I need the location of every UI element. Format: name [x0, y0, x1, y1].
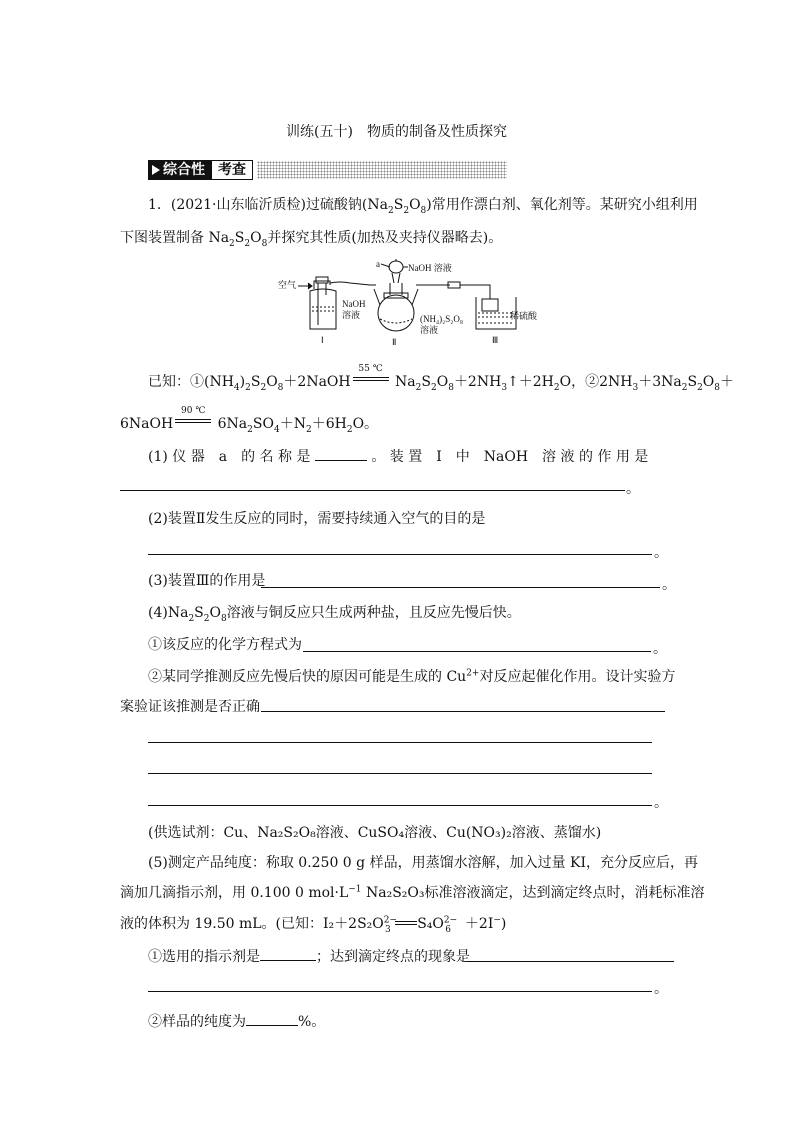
period: 。 — [653, 641, 667, 657]
banner-part1: 综合性 — [148, 160, 211, 180]
banner-part2: 考查 — [211, 160, 253, 180]
three-neck-flask — [378, 295, 414, 331]
answer-line-5-1b[interactable] — [148, 991, 652, 992]
q1-part4: $(4)Na_2S_2O_8$溶液与铜反应只生成两种盐，且反应先慢后快。 — [148, 605, 521, 624]
stopper-1 — [316, 277, 328, 283]
section-banner — [148, 160, 507, 180]
play-icon — [152, 165, 160, 175]
q1-part2: (2)装置Ⅱ发生反应的同时，需要持续通入空气的目的是 — [148, 511, 486, 527]
q1-part3: (3)装置Ⅲ的作用是 — [148, 573, 266, 589]
q1-line2: 下图装置制备 $Na_2S_2O_8$并探究其性质(加热及夹持仪器略去)。 — [120, 230, 503, 249]
label-naoh-top: NaOH 溶液 — [408, 263, 452, 273]
q1-part1-line1: (1) 仪 器 a 的 名 称 是 。 装 置 Ⅰ 中 NaOH 溶 液 的 作 用 是 — [148, 449, 649, 465]
answer-line-4-2c[interactable] — [148, 773, 652, 774]
known-line1: 已知：$①(NH_4)_2S_2O_8+2NaOH$ 55 ℃ $Na_2S_2O_8+2NH_3↑+2H_2O$，$②2NH_3+3Na_2S_2O_8+$ — [148, 364, 735, 393]
blank-5-2[interactable] — [246, 1013, 298, 1026]
label-roman-3: Ⅲ — [492, 335, 499, 345]
reagent-list: (供选试剂：Cu、Na₂S₂O₈溶液、CuSO₄溶液、Cu(NO₃)₂溶液、蒸馏水) — [148, 825, 602, 841]
label-roman-2: Ⅱ — [392, 337, 397, 347]
condition-2: 90 ℃ — [173, 414, 213, 428]
period: 。 — [662, 577, 676, 593]
equation-sign — [395, 919, 417, 929]
answer-line-4-2d[interactable] — [148, 805, 652, 806]
answer-line-3[interactable] — [261, 587, 660, 588]
label-air: 空气 — [278, 280, 297, 290]
period: 。 — [654, 795, 668, 811]
dropping-funnel — [389, 261, 403, 273]
known-line2: 6NaOH 90 ℃ $6Na_2SO_4+N_2+6H_2O$。 — [120, 406, 379, 435]
banner-dots — [257, 161, 507, 179]
q1-part5-line3: 液的体积为 19.50 mL。(已知：$I_2+2S_2O^{2-}_3$ $S_4O^{2-}_6$ ＋2I−) — [120, 915, 507, 935]
q1-part5-2: ②样品的纯度为 %。 — [148, 1014, 326, 1030]
answer-line-4-1[interactable] — [303, 651, 651, 652]
answer-line-4-2a[interactable] — [261, 711, 665, 712]
apparatus-figure — [270, 255, 550, 347]
label-reactant-1: (NH₄)₂S₂O₈ — [420, 314, 464, 324]
page-title: 训练(五十) 物质的制备及性质探究 — [286, 124, 507, 140]
period: 。 — [654, 545, 668, 561]
label-a: a — [376, 259, 380, 269]
q1-part5-line1: (5)测定产品纯度：称取 0.250 0 g 样品，用蒸馏水溶解，加入过量 KI，充分反应后，再 — [148, 855, 699, 871]
blank-5-1a[interactable] — [260, 948, 316, 961]
q1-line1: 1．(2021·山东临沂质检)过硫酸钠$(Na_2S_2O_8)$常用作漂白剂、氧化剂等。某研究小组利用 — [148, 197, 698, 216]
period: 。 — [654, 981, 668, 997]
period: 。 — [626, 481, 640, 497]
answer-line-5-1a[interactable] — [466, 961, 674, 962]
q1-part5-1: ①选用的指示剂是 ；达到滴定终点的现象是 — [148, 949, 470, 965]
wash-bottle — [310, 289, 336, 329]
q1-part4-2-line1: ②某同学推测反应先慢后快的原因可能是生成的 $Cu^{2+}$对反应起催化作用。设计实验方 — [148, 668, 676, 685]
answer-line-2[interactable] — [148, 554, 652, 555]
label-roman-1: Ⅰ — [321, 335, 324, 345]
label-reactant-2: 溶液 — [420, 325, 439, 335]
blank-1-1[interactable] — [315, 448, 367, 461]
label-acid: 稀硫酸 — [510, 311, 538, 321]
label-naoh-left-2: 溶液 — [342, 310, 361, 320]
label-naoh-left-1: NaOH — [342, 299, 366, 309]
q1-part4-2-line2: 案验证该推测是否正确 — [120, 699, 260, 715]
q1-part4-1: ①该反应的化学方程式为 — [148, 637, 302, 653]
q1-part5-line2: 滴加几滴指示剂，用 0.100 0 $mol\cdot L^{-1}$ Na₂S₂O₃标准溶液滴定，达到滴定终点时，消耗标准溶 — [120, 884, 705, 901]
condition-1: 55 ℃ — [351, 372, 391, 386]
answer-line-1-1[interactable] — [120, 490, 625, 491]
answer-line-4-2b[interactable] — [148, 742, 652, 743]
